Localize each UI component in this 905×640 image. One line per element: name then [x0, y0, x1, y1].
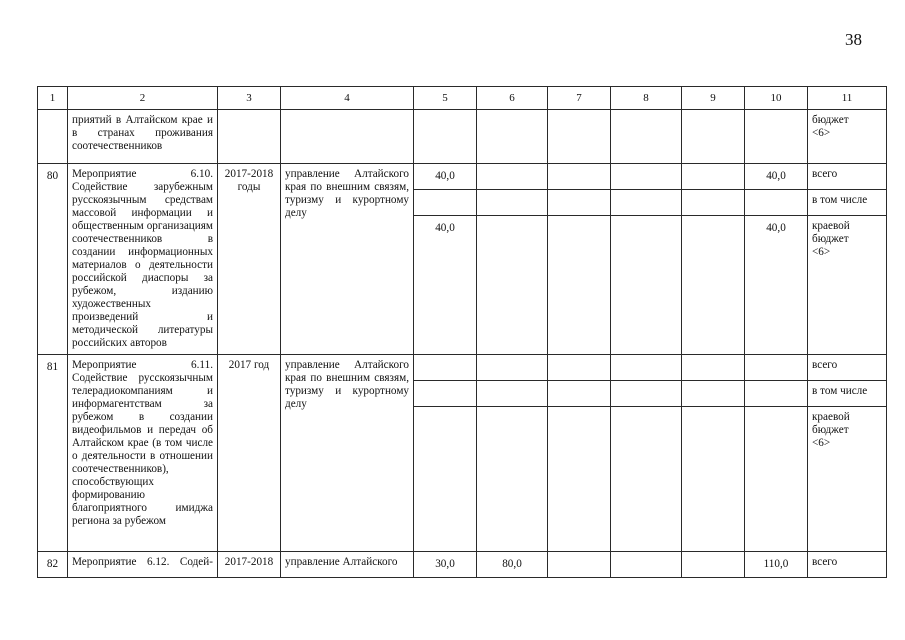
continuation-row: [38, 110, 887, 164]
row-number: 82: [46, 558, 59, 570]
period: 2017-2018 годы: [224, 168, 274, 193]
value-cell: [682, 407, 744, 551]
value-cell: [477, 381, 547, 407]
header-cell: 10: [745, 87, 808, 110]
value-cell: [682, 381, 744, 407]
executor: управление Алтайского края по внешним связям, туризму и курортному делу: [285, 168, 409, 219]
value-cell: 110,0: [763, 558, 789, 570]
header-cell: 1: [38, 87, 68, 110]
header-cell: 2: [68, 87, 218, 110]
value-cell: [611, 355, 681, 381]
value-cell: [548, 552, 610, 558]
funding-label: бюджет <6>: [812, 114, 849, 139]
value-cell: [548, 216, 610, 354]
table-row: [38, 355, 887, 552]
value-cell: [745, 381, 807, 407]
period: 2017-2018: [224, 556, 274, 568]
value-cell: [682, 190, 744, 216]
table-row: [38, 164, 887, 355]
value-cell: [548, 164, 610, 190]
funding-label: краевой бюджет <6>: [812, 411, 850, 449]
value-cell: [745, 190, 807, 216]
executor: управление Алтайского: [285, 556, 398, 568]
event-description: Мероприятие 6.12. Содей-: [72, 556, 213, 568]
funding-label: в том числе: [808, 381, 886, 407]
period: 2017 год: [228, 359, 270, 371]
header-cell: 8: [611, 87, 682, 110]
header-cell: 5: [414, 87, 477, 110]
value-cell: [477, 407, 547, 551]
value-cell: [548, 381, 610, 407]
value-cell: 40,0: [414, 164, 476, 190]
header-row: [38, 87, 887, 110]
header-cell: 7: [548, 87, 611, 110]
value-cell: [477, 355, 547, 381]
value-cell: [682, 216, 744, 354]
value-cell: [414, 407, 476, 551]
row-number: 80: [46, 170, 59, 182]
funding-label: краевой бюджет <6>: [812, 220, 850, 258]
value-cell: [548, 355, 610, 381]
funding-label: всего: [812, 556, 838, 568]
page-number: 38: [845, 30, 862, 49]
value-cell: [682, 164, 744, 190]
value-cell: 40,0: [745, 164, 807, 190]
value-cell: [414, 381, 476, 407]
event-description: приятий в Алтайском крае и в странах проживания соотечественников: [72, 114, 213, 152]
header-cell: 6: [477, 87, 548, 110]
program-table: [37, 86, 887, 578]
executor: управление Алтайского края по внешним связям, туризму и курортному делу: [285, 359, 409, 410]
value-cell: [611, 190, 681, 216]
value-cell: 30,0: [435, 558, 455, 570]
value-cell: 40,0: [435, 222, 455, 234]
value-cell: [548, 407, 610, 551]
header-cell: 9: [682, 87, 745, 110]
header-cell: 3: [218, 87, 281, 110]
table-row: [38, 552, 887, 578]
value-cell: [611, 552, 681, 558]
value-cell: [745, 355, 807, 381]
value-cell: [611, 216, 681, 354]
value-cell: 80,0: [502, 558, 522, 570]
value-cell: [477, 164, 547, 190]
value-cell: [414, 355, 476, 381]
value-cell: [611, 407, 681, 551]
funding-label: всего: [808, 164, 886, 190]
row-number: 81: [46, 361, 59, 373]
header-cell: 11: [808, 87, 887, 110]
header-cell: 4: [281, 87, 414, 110]
value-cell: 40,0: [766, 222, 786, 234]
value-cell: [745, 407, 807, 551]
value-cell: [682, 355, 744, 381]
funding-label: всего: [808, 355, 886, 381]
event-description: Мероприятие 6.10. Содействие зарубежным русскоязычным средствам массовой информации и общественным организациям соотечественников в создании информационных материалов о деятельности российской диаспоры за рубежом, изданию художественных произведений и методической литературы российских авторов: [72, 168, 213, 349]
value-cell: [682, 552, 744, 558]
event-description: Мероприятие 6.11. Содействие русскоязычным телерадиокомпаниям и информагентствам за рубежом в создании видеофильмов и передач об Алтайском крае (в том числе о деятельности в отношении соотечественников), способствующих формированию благоприятного имиджа региона за рубежом: [72, 359, 213, 527]
value-cell: [611, 164, 681, 190]
funding-label: в том числе: [808, 190, 886, 216]
value-cell: [414, 190, 476, 216]
value-cell: [477, 216, 547, 354]
value-cell: [548, 190, 610, 216]
value-cell: [477, 190, 547, 216]
value-cell: [611, 381, 681, 407]
